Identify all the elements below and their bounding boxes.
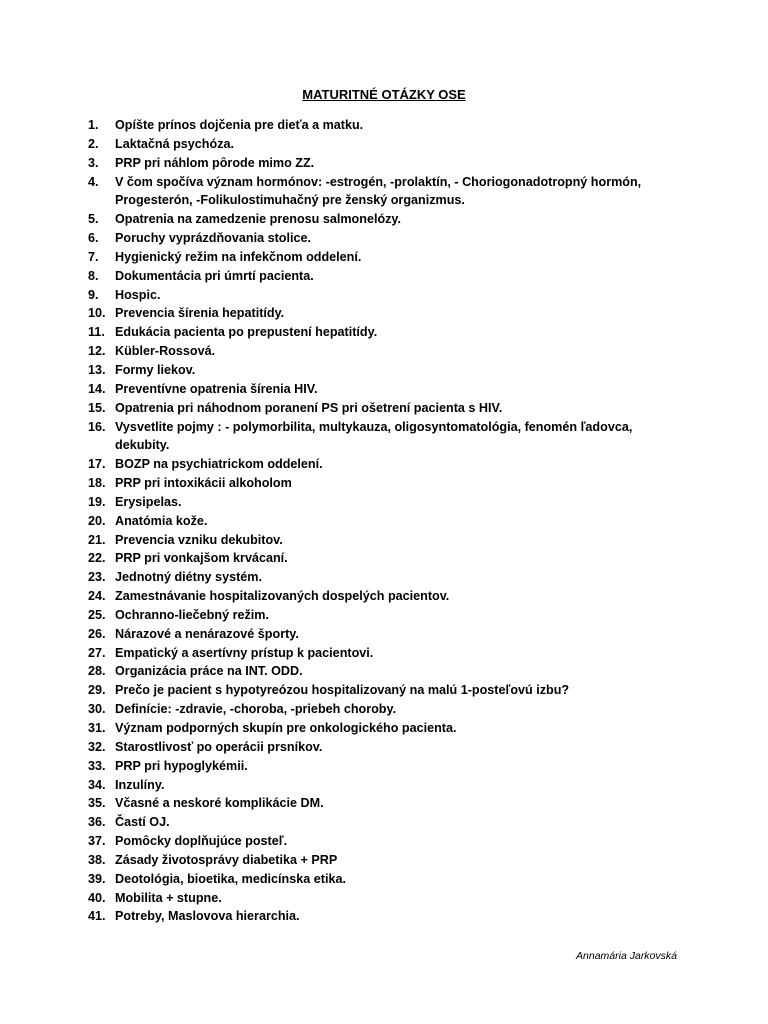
question-text: Nárazové a nenárazové športy. xyxy=(115,626,299,641)
question-number: 13. xyxy=(88,362,106,377)
question-number: 11. xyxy=(88,325,105,340)
question-text: Erysipelas. xyxy=(115,494,182,509)
question-text: Včasné a neskoré komplikácie DM. xyxy=(115,796,324,811)
question-item xyxy=(88,474,648,493)
question-number: 15. xyxy=(88,400,106,415)
question-text: Formy liekov. xyxy=(115,362,196,377)
question-number: 24. xyxy=(88,589,106,604)
question-number: 38. xyxy=(88,852,106,867)
question-number: 35. xyxy=(88,796,106,811)
question-text: Opatrenia pri náhodnom poranení PS pri ošetrení pacienta s HIV. xyxy=(115,400,503,415)
question-text: Definície: -zdravie, -choroba, -priebeh choroby. xyxy=(115,702,397,717)
question-text: Prevencia vzniku dekubitov. xyxy=(115,532,283,547)
question-number: 30. xyxy=(88,702,106,717)
question-text: BOZP na psychiatrickom oddelení. xyxy=(115,457,323,472)
question-text: Opatrenia na zamedzenie prenosu salmonelózy. xyxy=(115,212,402,227)
question-number: 28. xyxy=(88,664,106,679)
question-number: 34. xyxy=(88,777,106,792)
question-item xyxy=(88,531,648,550)
question-item xyxy=(88,380,648,399)
question-number: 29. xyxy=(88,683,106,698)
question-text: Hygienický režim na infekčnom oddelení. xyxy=(115,249,362,264)
question-item xyxy=(88,587,648,606)
question-number: 21. xyxy=(88,532,106,547)
question-text: Hospic. xyxy=(115,287,161,302)
question-number: 7. xyxy=(88,249,99,264)
question-number: 6. xyxy=(88,231,99,246)
question-item xyxy=(88,512,648,531)
question-number: 20. xyxy=(88,513,106,528)
question-text: PRP pri vonkajšom krvácaní. xyxy=(115,551,288,566)
question-number: 17. xyxy=(88,457,106,472)
question-text: Preventívne opatrenia šírenia HIV. xyxy=(115,381,318,396)
question-item xyxy=(88,644,648,663)
question-number: 32. xyxy=(88,739,106,754)
question-item xyxy=(88,757,648,776)
question-text: Anatómia kože. xyxy=(115,513,208,528)
question-item xyxy=(88,851,648,870)
question-text: Mobilita + stupne. xyxy=(115,890,222,905)
question-item xyxy=(88,342,648,361)
question-number: 39. xyxy=(88,871,106,886)
question-item xyxy=(88,323,648,342)
question-text: PRP pri intoxikácii alkoholom xyxy=(115,476,292,491)
question-number: 4. xyxy=(88,174,99,189)
question-item xyxy=(88,568,648,587)
question-item xyxy=(88,776,648,795)
question-text: Starostlivosť po operácii prsníkov. xyxy=(115,739,323,754)
question-number: 16. xyxy=(88,419,106,434)
question-item xyxy=(88,662,648,681)
question-item xyxy=(88,738,648,757)
question-item xyxy=(88,267,648,286)
question-item xyxy=(88,304,648,323)
question-text: Zásady životosprávy diabetika + PRP xyxy=(115,852,338,867)
question-item xyxy=(88,286,648,305)
question-item xyxy=(88,907,648,926)
question-number: 10. xyxy=(88,306,106,321)
question-number: 19. xyxy=(88,494,106,509)
question-text: PRP pri náhlom pôrode mimo ZZ. xyxy=(115,155,315,170)
question-item xyxy=(88,832,648,851)
question-list xyxy=(88,116,648,926)
question-item xyxy=(88,418,648,456)
question-number: 3. xyxy=(88,155,99,170)
question-number: 8. xyxy=(88,268,99,283)
question-number: 1. xyxy=(88,118,99,132)
question-text: V čom spočíva význam hormónov: -estrogén, -prolaktín, - Choriogonadotropný hormón, Progesterón, -Folikulostimuhačný pre ženský organizmus. xyxy=(115,174,642,208)
question-text: Laktačná psychóza. xyxy=(115,136,234,151)
question-item xyxy=(88,889,648,908)
question-number: 27. xyxy=(88,645,106,660)
question-item xyxy=(88,813,648,832)
question-item xyxy=(88,135,648,154)
question-item xyxy=(88,361,648,380)
question-item xyxy=(88,399,648,418)
question-item xyxy=(88,154,648,173)
question-item xyxy=(88,606,648,625)
question-number: 14. xyxy=(88,381,106,396)
question-number: 36. xyxy=(88,815,106,830)
question-number: 33. xyxy=(88,758,106,773)
question-item xyxy=(88,794,648,813)
question-item xyxy=(88,455,648,474)
question-item xyxy=(88,248,648,267)
question-text: Jednotný diétny systém. xyxy=(115,570,262,585)
question-number: 2. xyxy=(88,136,99,151)
question-text: Vysvetlite pojmy : - polymorbilita, multykauza, oligosyntomatológia, fenomén ľadovca, dekubity. xyxy=(115,419,633,453)
question-text: Dokumentácia pri úmrtí pacienta. xyxy=(115,268,314,283)
question-item xyxy=(88,625,648,644)
question-item xyxy=(88,210,648,229)
question-text: PRP pri hypoglykémii. xyxy=(115,758,248,773)
question-text: Poruchy vyprázdňovania stolice. xyxy=(115,231,311,246)
document-title: MATURITNÉ OTÁZKY OSE xyxy=(302,87,466,102)
question-text: Prečo je pacient s hypotyreózou hospitalizovaný na malú 1-posteľovú izbu? xyxy=(115,683,570,698)
question-item xyxy=(88,173,648,211)
question-text: Kübler-Rossová. xyxy=(115,344,216,359)
question-text: Prevencia šírenia hepatitídy. xyxy=(115,306,285,321)
question-text: Zamestnávanie hospitalizovaných dospelých pacientov. xyxy=(115,589,450,604)
question-text: Inzulíny. xyxy=(115,777,165,792)
question-number: 41. xyxy=(88,909,106,924)
question-item xyxy=(88,229,648,248)
question-item xyxy=(88,870,648,889)
question-number: 26. xyxy=(88,626,106,641)
question-text: Deotológia, bioetika, medicínska etika. xyxy=(115,871,346,886)
question-number: 40. xyxy=(88,890,106,905)
question-number: 31. xyxy=(88,721,106,735)
question-text: Význam podporných skupín pre onkologického pacienta. xyxy=(115,721,457,735)
question-item xyxy=(88,116,648,135)
question-number: 18. xyxy=(88,476,106,491)
question-number: 12. xyxy=(88,344,106,359)
question-number: 22. xyxy=(88,551,106,566)
question-text: Ochranno-liečebný režim. xyxy=(115,607,269,622)
question-number: 37. xyxy=(88,834,106,849)
question-text: Empatický a asertívny prístup k pacientovi. xyxy=(115,645,374,660)
question-text: Potreby, Maslovova hierarchia. xyxy=(115,909,300,924)
question-number: 9. xyxy=(88,287,99,302)
question-item xyxy=(88,549,648,568)
question-number: 23. xyxy=(88,570,106,585)
question-number: 25. xyxy=(88,607,106,622)
author-signature: Annamária Jarkovská xyxy=(576,950,677,962)
question-text: Častí OJ. xyxy=(115,815,170,830)
question-text: Opíšte prínos dojčenia pre dieťa a matku. xyxy=(115,118,364,132)
question-text: Edukácia pacienta po prepustení hepatitídy. xyxy=(115,325,378,340)
question-item xyxy=(88,700,648,719)
question-item xyxy=(88,493,648,512)
question-item xyxy=(88,719,648,738)
question-text: Organizácia práce na INT. ODD. xyxy=(115,664,303,679)
question-text: Pomôcky doplňujúce posteľ. xyxy=(115,834,288,849)
question-number: 5. xyxy=(88,212,99,227)
question-item xyxy=(88,681,648,700)
